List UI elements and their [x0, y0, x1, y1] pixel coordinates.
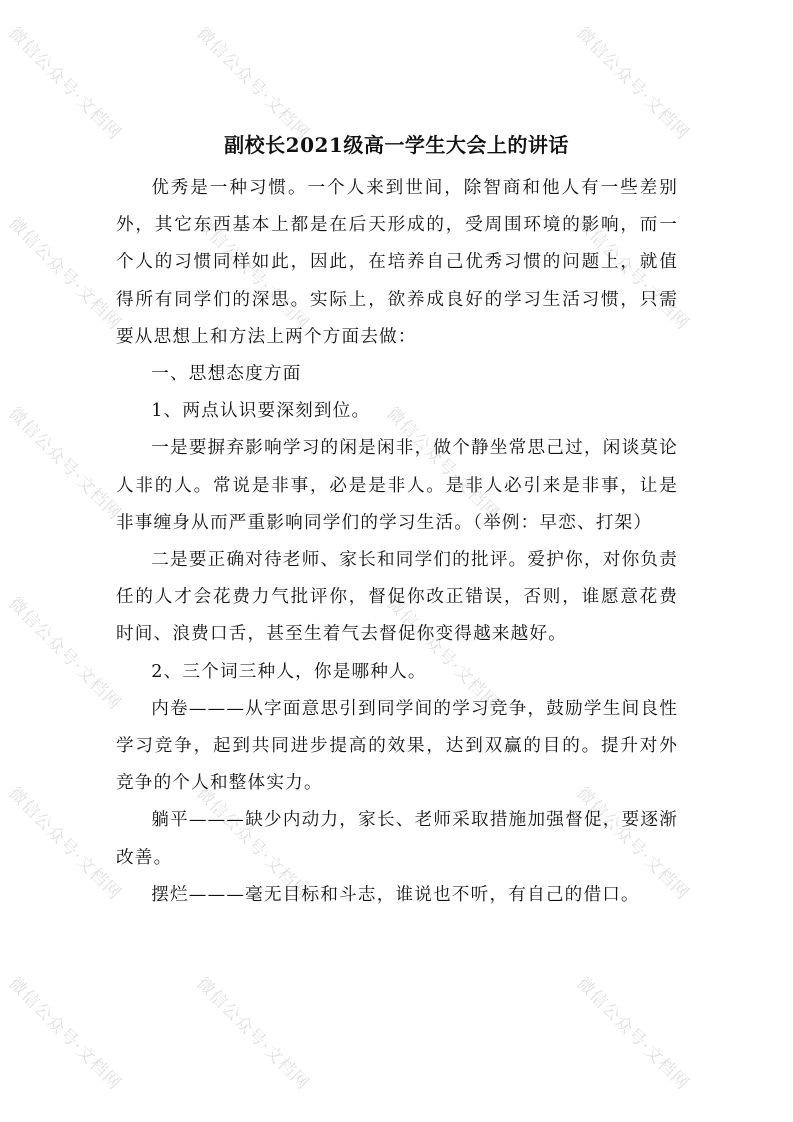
watermark: 微信公众号·文档网: [4, 593, 125, 715]
watermark: 微信公众号·文档网: [382, 403, 503, 525]
paragraph-point-one: 一是要摒弃影响学习的闲是闲非，做个静坐常思己过，闲谈莫论人非的人。常说是非事，必是是非人。是非人必引来是非事，让是非事缠身从而严重影响同学们的学习生活。（举例：早恋、打架）: [116, 438, 678, 533]
watermark: 微信公众号·文档网: [572, 23, 693, 145]
paragraph-bailan: 摆烂———毫无目标和斗志，谁说也不听，有自己的借口。: [151, 884, 640, 905]
paragraph-neijuan: 内卷———从字面意思引到同学间的学习竞争，鼓励学生间良性学习竞争，起到共同进步提高的效果，达到双赢的目的。提升对外竞争的个人和整体实力。: [116, 698, 678, 794]
watermark: 微信公众号·文档网: [572, 973, 693, 1095]
watermark: 微信公众号·文档网: [382, 593, 503, 715]
watermark: 微信公众号·文档网: [4, 23, 125, 145]
document-body: [116, 170, 678, 914]
watermark: 微信公众号·文档网: [572, 783, 693, 905]
watermark: 微信公众号·文档网: [192, 973, 313, 1095]
watermark: 微信公众号·文档网: [4, 213, 125, 335]
document-title: 副校长2021级高一学生大会上的讲话: [224, 133, 569, 158]
paragraph-tangping: 躺平———缺少内动力，家长、老师采取措施加强督促，要逐渐改善。: [116, 810, 678, 868]
watermark: 微信公众号·文档网: [4, 403, 125, 525]
paragraph-point-two: 二是要正确对待老师、家长和同学们的批评。爱护你，对你负责任的人才会花费力气批评你，督促你改正错误，否则，谁愿意花费时间、浪费口舌，甚至生着气去督促你变得越来越好。: [116, 550, 678, 645]
watermark: 微信公众号·文档网: [572, 213, 693, 335]
watermark: 微信公众号·文档网: [4, 783, 125, 905]
subheading-two-points: 1、两点认识要深刻到位。: [151, 401, 371, 422]
watermark: 微信公众号·文档网: [4, 973, 125, 1095]
watermark: 微信公众号·文档网: [192, 23, 313, 145]
watermark: 微信公众号·文档网: [192, 213, 313, 335]
subheading-three-words: 2、三个词三种人，你是哪种人。: [151, 661, 427, 682]
watermark: 微信公众号·文档网: [192, 783, 313, 905]
paragraph-intro: 优秀是一种习惯。一个人来到世间，除智商和他人有一些差别外，其它东西基本上都是在后天形成的，受周围环境的影响，而一个人的习惯同样如此，因此，在培养自己优秀习惯的问题上，就值得所有同学们的深思。实际上，欲养成良好的学习生活习惯，只需要从思想上和方法上两个方面去做：: [116, 178, 678, 347]
section-heading-attitude: 一、思想态度方面: [151, 364, 302, 385]
